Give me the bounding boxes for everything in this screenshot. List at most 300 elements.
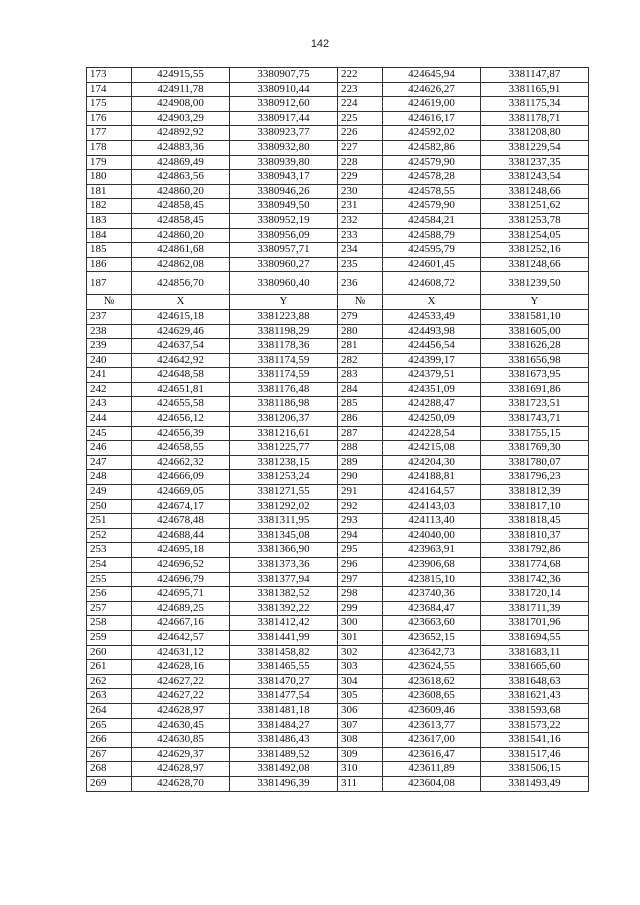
point-number-cell: 246 [87,441,132,456]
y-coordinate-cell: 3381694,55 [481,630,589,645]
y-coordinate-cell: 3381392,22 [230,601,338,616]
y-coordinate-cell: 3381253,24 [230,470,338,485]
x-coordinate-cell: 424228,54 [383,426,481,441]
y-coordinate-cell: 3381648,63 [481,674,589,689]
y-coordinate-cell: 3381489,52 [230,747,338,762]
table-row [87,140,589,155]
point-number-cell: 281 [338,339,383,354]
table-row [87,674,589,689]
point-number-cell: 227 [338,140,383,155]
y-coordinate-cell: 3381573,22 [481,718,589,733]
point-number-cell: 245 [87,426,132,441]
x-coordinate-cell: 424695,18 [132,543,230,558]
x-coordinate-cell: 423906,68 [383,558,481,573]
y-coordinate-cell: 3380910,44 [230,82,338,97]
y-coordinate-cell: 3380946,26 [230,184,338,199]
y-coordinate-cell: 3381720,14 [481,587,589,602]
point-number-cell: 294 [338,528,383,543]
x-coordinate-cell: 424579,90 [383,199,481,214]
x-coordinate-cell: 424379,51 [383,368,481,383]
point-number-cell: 238 [87,324,132,339]
point-number-cell: 223 [338,82,383,97]
point-number-cell: 258 [87,616,132,631]
point-number-cell: 252 [87,528,132,543]
table-row [87,514,589,529]
table-row [87,543,589,558]
y-coordinate-cell: 3381373,36 [230,558,338,573]
x-coordinate-cell: 424915,55 [132,68,230,83]
y-coordinate-cell: 3381711,39 [481,601,589,616]
x-coordinate-cell: 424629,46 [132,324,230,339]
y-coordinate-cell: 3381481,18 [230,703,338,718]
point-number-cell: 235 [338,257,383,272]
y-coordinate-cell: 3381626,28 [481,339,589,354]
table-row [87,499,589,514]
table-row [87,776,589,791]
point-number-cell: 300 [338,616,383,631]
y-coordinate-cell: 3381175,34 [481,97,589,112]
y-coordinate-cell: 3381743,71 [481,412,589,427]
point-number-cell: 308 [338,733,383,748]
y-coordinate-cell: 3381593,68 [481,703,589,718]
x-coordinate-cell: 423609,46 [383,703,481,718]
y-coordinate-cell: 3381271,55 [230,485,338,500]
x-coordinate-cell: 424619,00 [383,97,481,112]
x-coordinate-cell: 424903,29 [132,111,230,126]
point-number-cell: 230 [338,184,383,199]
point-number-cell: 287 [338,426,383,441]
table-row [87,733,589,748]
page-number: 142 [310,38,330,50]
x-coordinate-cell: 424630,85 [132,733,230,748]
x-coordinate-cell: 424595,79 [383,243,481,258]
y-coordinate-cell: 3381484,27 [230,718,338,733]
table-row [87,528,589,543]
x-coordinate-cell: 424113,40 [383,514,481,529]
point-number-cell: 222 [338,68,383,83]
x-coordinate-cell: 424911,78 [132,82,230,97]
point-number-cell: 255 [87,572,132,587]
x-coordinate-cell: 423624,55 [383,660,481,675]
y-coordinate-cell: 3380960,40 [230,272,338,295]
table-row [87,412,589,427]
y-coordinate-cell: Y [481,295,589,310]
x-coordinate-cell: 424628,97 [132,703,230,718]
point-number-cell: 285 [338,397,383,412]
x-coordinate-cell: 424656,12 [132,412,230,427]
y-coordinate-cell: 3381780,07 [481,455,589,470]
x-coordinate-cell: 423963,91 [383,543,481,558]
x-coordinate-cell: 424608,72 [383,272,481,295]
y-coordinate-cell: 3380932,80 [230,140,338,155]
x-coordinate-cell: 424628,97 [132,762,230,777]
point-number-cell: 183 [87,213,132,228]
table-row [87,660,589,675]
x-coordinate-cell: 424584,21 [383,213,481,228]
x-coordinate-cell: 424204,30 [383,455,481,470]
table-row [87,97,589,112]
point-number-cell: 257 [87,601,132,616]
y-coordinate-cell: 3381818,45 [481,514,589,529]
y-coordinate-cell: 3381254,05 [481,228,589,243]
x-coordinate-cell: 424662,32 [132,455,230,470]
point-number-cell: 185 [87,243,132,258]
point-number-cell: 306 [338,703,383,718]
x-coordinate-cell: 424860,20 [132,184,230,199]
x-coordinate-cell: 424288,47 [383,397,481,412]
point-number-cell: 311 [338,776,383,791]
point-number-cell: 177 [87,126,132,141]
table-row [87,111,589,126]
point-number-cell: 187 [87,272,132,295]
y-coordinate-cell: 3381506,15 [481,762,589,777]
x-coordinate-cell: 423740,36 [383,587,481,602]
x-coordinate-cell: 424667,16 [132,616,230,631]
point-number-cell: 297 [338,572,383,587]
point-number-cell: 262 [87,674,132,689]
y-coordinate-cell: 3381581,10 [481,309,589,324]
point-number-cell: 250 [87,499,132,514]
point-number-cell: 279 [338,309,383,324]
table-row [87,426,589,441]
point-number-cell: 264 [87,703,132,718]
table-row [87,353,589,368]
point-number-cell: 256 [87,587,132,602]
point-number-cell: 267 [87,747,132,762]
point-number-cell: 173 [87,68,132,83]
y-coordinate-cell: 3381186,98 [230,397,338,412]
point-number-cell: 247 [87,455,132,470]
y-coordinate-cell: 3380907,75 [230,68,338,83]
coordinates-table [86,67,589,792]
y-coordinate-cell: 3381470,27 [230,674,338,689]
y-coordinate-cell: 3381292,02 [230,499,338,514]
x-coordinate-cell: 424669,05 [132,485,230,500]
point-number-cell: 232 [338,213,383,228]
x-coordinate-cell: 424630,45 [132,718,230,733]
y-coordinate-cell: 3381792,86 [481,543,589,558]
point-number-cell: 176 [87,111,132,126]
point-number-cell: 295 [338,543,383,558]
point-number-cell: 229 [338,170,383,185]
point-number-cell: 299 [338,601,383,616]
y-coordinate-cell: 3380923,77 [230,126,338,141]
point-number-cell: 309 [338,747,383,762]
y-coordinate-cell: 3381366,90 [230,543,338,558]
point-number-cell: 259 [87,630,132,645]
point-number-cell: 251 [87,514,132,529]
x-coordinate-cell: 424642,57 [132,630,230,645]
y-coordinate-cell: 3381755,15 [481,426,589,441]
x-coordinate-cell: 423617,00 [383,733,481,748]
point-number-cell: 242 [87,382,132,397]
y-coordinate-cell: 3381683,11 [481,645,589,660]
point-number-cell: 241 [87,368,132,383]
x-coordinate-cell: 424696,52 [132,558,230,573]
y-coordinate-cell: 3381493,49 [481,776,589,791]
x-coordinate-cell: 424582,86 [383,140,481,155]
y-coordinate-cell: 3381229,54 [481,140,589,155]
y-coordinate-cell: 3381174,59 [230,368,338,383]
x-coordinate-cell: 424695,71 [132,587,230,602]
y-coordinate-cell: 3381223,88 [230,309,338,324]
y-coordinate-cell: 3381605,00 [481,324,589,339]
y-coordinate-cell: 3380939,80 [230,155,338,170]
point-number-cell: 304 [338,674,383,689]
table-row [87,184,589,199]
x-coordinate-cell: 424656,39 [132,426,230,441]
x-coordinate-cell: 424858,45 [132,199,230,214]
point-number-cell: 181 [87,184,132,199]
point-number-cell: 175 [87,97,132,112]
point-number-cell: 243 [87,397,132,412]
x-coordinate-cell: 423616,47 [383,747,481,762]
x-coordinate-cell: 424578,55 [383,184,481,199]
y-coordinate-cell: 3381701,96 [481,616,589,631]
table-row [87,441,589,456]
point-number-cell: 234 [338,243,383,258]
coordinates-table-body [87,68,589,792]
y-coordinate-cell: 3381176,48 [230,382,338,397]
y-coordinate-cell: 3380949,50 [230,199,338,214]
x-coordinate-cell: 424858,45 [132,213,230,228]
y-coordinate-cell: 3381486,43 [230,733,338,748]
point-number-cell: 291 [338,485,383,500]
y-coordinate-cell: 3381412,42 [230,616,338,631]
x-coordinate-cell: 424629,37 [132,747,230,762]
y-coordinate-cell: 3381174,59 [230,353,338,368]
point-number-cell: 239 [87,339,132,354]
y-coordinate-cell: 3381178,36 [230,339,338,354]
y-coordinate-cell: 3381517,46 [481,747,589,762]
point-number-cell: 266 [87,733,132,748]
table-row [87,397,589,412]
y-coordinate-cell: 3381239,50 [481,272,589,295]
x-coordinate-cell: 424863,56 [132,170,230,185]
x-coordinate-cell: 424399,17 [383,353,481,368]
point-number-cell: 228 [338,155,383,170]
table-row [87,718,589,733]
x-coordinate-cell: 423652,15 [383,630,481,645]
y-coordinate-cell: 3381252,16 [481,243,589,258]
y-coordinate-cell: Y [230,295,338,310]
y-coordinate-cell: 3381492,08 [230,762,338,777]
point-number-cell: 298 [338,587,383,602]
table-row [87,587,589,602]
point-number-cell: 282 [338,353,383,368]
point-number-cell: 184 [87,228,132,243]
y-coordinate-cell: 3380952,19 [230,213,338,228]
point-number-cell: 284 [338,382,383,397]
table-row [87,82,589,97]
table-row [87,155,589,170]
point-number-cell: 244 [87,412,132,427]
y-coordinate-cell: 3381496,39 [230,776,338,791]
y-coordinate-cell: 3381441,99 [230,630,338,645]
point-number-cell: 261 [87,660,132,675]
y-coordinate-cell: 3381248,66 [481,184,589,199]
table-row [87,213,589,228]
point-number-cell: 283 [338,368,383,383]
x-coordinate-cell: 424892,92 [132,126,230,141]
x-coordinate-cell: 424627,22 [132,674,230,689]
table-row [87,630,589,645]
table-row [87,68,589,83]
x-coordinate-cell: 424908,00 [132,97,230,112]
y-coordinate-cell: 3381458,82 [230,645,338,660]
x-coordinate-cell: 424250,09 [383,412,481,427]
table-row [87,199,589,214]
point-number-cell: 286 [338,412,383,427]
y-coordinate-cell: 3381345,08 [230,528,338,543]
table-row [87,228,589,243]
point-number-cell: 233 [338,228,383,243]
point-number-cell: 303 [338,660,383,675]
point-number-cell: 260 [87,645,132,660]
y-coordinate-cell: 3381216,61 [230,426,338,441]
point-number-cell: 296 [338,558,383,573]
y-coordinate-cell: 3381817,10 [481,499,589,514]
point-number-cell: № [87,295,132,310]
x-coordinate-cell: 424645,94 [383,68,481,83]
x-coordinate-cell: 424696,79 [132,572,230,587]
x-coordinate-cell: 424143,03 [383,499,481,514]
y-coordinate-cell: 3381774,68 [481,558,589,573]
x-coordinate-cell: 424215,08 [383,441,481,456]
y-coordinate-cell: 3381243,54 [481,170,589,185]
table-row [87,382,589,397]
x-coordinate-cell: 423815,10 [383,572,481,587]
x-coordinate-cell: 424628,70 [132,776,230,791]
y-coordinate-cell: 3381665,60 [481,660,589,675]
y-coordinate-cell: 3381377,94 [230,572,338,587]
table-row [87,645,589,660]
table-header-row [87,295,589,310]
y-coordinate-cell: 3381251,62 [481,199,589,214]
point-number-cell: 249 [87,485,132,500]
y-coordinate-cell: 3381237,35 [481,155,589,170]
y-coordinate-cell: 3381206,37 [230,412,338,427]
table-row [87,126,589,141]
x-coordinate-cell: 423684,47 [383,601,481,616]
point-number-cell: 289 [338,455,383,470]
point-number-cell: 307 [338,718,383,733]
y-coordinate-cell: 3381812,39 [481,485,589,500]
point-number-cell: 237 [87,309,132,324]
x-coordinate-cell: 424351,09 [383,382,481,397]
y-coordinate-cell: 3381208,80 [481,126,589,141]
table-row [87,170,589,185]
x-coordinate-cell: 423663,60 [383,616,481,631]
table-row [87,616,589,631]
x-coordinate-cell: 424688,44 [132,528,230,543]
x-coordinate-cell: 424627,22 [132,689,230,704]
table-row [87,470,589,485]
table-row [87,339,589,354]
point-number-cell: 292 [338,499,383,514]
point-number-cell: 305 [338,689,383,704]
point-number-cell: № [338,295,383,310]
x-coordinate-cell: 424658,55 [132,441,230,456]
point-number-cell: 288 [338,441,383,456]
x-coordinate-cell: 424655,58 [132,397,230,412]
y-coordinate-cell: 3381477,54 [230,689,338,704]
y-coordinate-cell: 3381810,37 [481,528,589,543]
point-number-cell: 179 [87,155,132,170]
point-number-cell: 254 [87,558,132,573]
x-coordinate-cell: 423642,73 [383,645,481,660]
y-coordinate-cell: 3381723,51 [481,397,589,412]
table-row [87,309,589,324]
table-row [87,703,589,718]
table-row [87,747,589,762]
y-coordinate-cell: 3381673,95 [481,368,589,383]
x-coordinate-cell: 424616,17 [383,111,481,126]
y-coordinate-cell: 3381656,98 [481,353,589,368]
x-coordinate-cell: X [132,295,230,310]
y-coordinate-cell: 3380943,17 [230,170,338,185]
y-coordinate-cell: 3381311,95 [230,514,338,529]
x-coordinate-cell: 424648,58 [132,368,230,383]
table-row [87,455,589,470]
table-row [87,257,589,272]
x-coordinate-cell: 424601,45 [383,257,481,272]
point-number-cell: 178 [87,140,132,155]
point-number-cell: 310 [338,762,383,777]
x-coordinate-cell: 424533,49 [383,309,481,324]
point-number-cell: 182 [87,199,132,214]
x-coordinate-cell: 424578,28 [383,170,481,185]
y-coordinate-cell: 3380960,27 [230,257,338,272]
point-number-cell: 236 [338,272,383,295]
x-coordinate-cell: 424666,09 [132,470,230,485]
x-coordinate-cell: 424579,90 [383,155,481,170]
table-row [87,243,589,258]
point-number-cell: 265 [87,718,132,733]
point-number-cell: 224 [338,97,383,112]
point-number-cell: 269 [87,776,132,791]
point-number-cell: 226 [338,126,383,141]
table-row [87,689,589,704]
y-coordinate-cell: 3381248,66 [481,257,589,272]
point-number-cell: 231 [338,199,383,214]
y-coordinate-cell: 3381253,78 [481,213,589,228]
point-number-cell: 240 [87,353,132,368]
y-coordinate-cell: 3381742,36 [481,572,589,587]
x-coordinate-cell: 424860,20 [132,228,230,243]
y-coordinate-cell: 3381198,29 [230,324,338,339]
table-row [87,272,589,295]
x-coordinate-cell: 424588,79 [383,228,481,243]
x-coordinate-cell: 423611,89 [383,762,481,777]
x-coordinate-cell: 424861,68 [132,243,230,258]
x-coordinate-cell: 424883,36 [132,140,230,155]
point-number-cell: 186 [87,257,132,272]
point-number-cell: 301 [338,630,383,645]
x-coordinate-cell: 424631,12 [132,645,230,660]
x-coordinate-cell: 424637,54 [132,339,230,354]
y-coordinate-cell: 3381225,77 [230,441,338,456]
point-number-cell: 293 [338,514,383,529]
point-number-cell: 253 [87,543,132,558]
x-coordinate-cell: 424651,81 [132,382,230,397]
x-coordinate-cell: 424164,57 [383,485,481,500]
y-coordinate-cell: 3380917,44 [230,111,338,126]
y-coordinate-cell: 3380957,71 [230,243,338,258]
point-number-cell: 174 [87,82,132,97]
y-coordinate-cell: 3380912,60 [230,97,338,112]
x-coordinate-cell: 424862,08 [132,257,230,272]
